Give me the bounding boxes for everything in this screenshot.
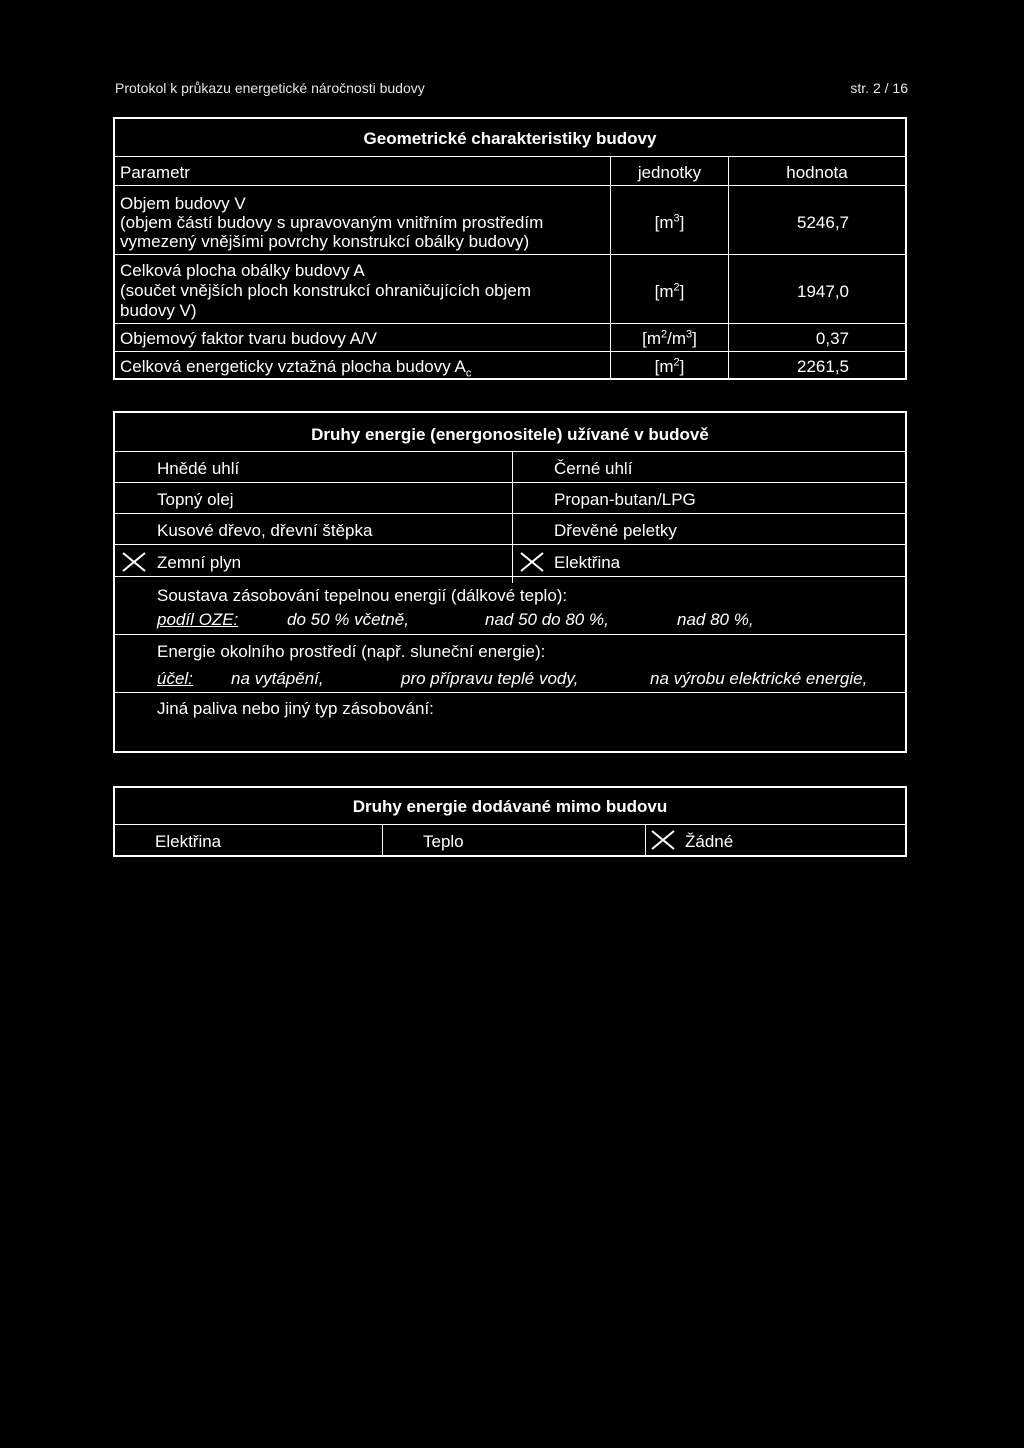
ambient-energy-option: na vytápění,	[231, 669, 324, 688]
energy-item-black-coal: Černé uhlí	[554, 459, 633, 478]
checkmark-x-icon	[121, 551, 147, 573]
column-divider	[512, 451, 513, 583]
divider	[115, 824, 905, 825]
divider	[115, 634, 905, 635]
row-label: vymezený vnějšími povrchy konstrukcí obálky budovy)	[120, 232, 530, 251]
ambient-energy-option: na výrobu elektrické energie,	[650, 669, 868, 688]
column-divider	[645, 824, 646, 855]
divider	[115, 351, 905, 352]
geometry-section	[113, 117, 907, 380]
energy-used-title: Druhy energie (energonositele) užívané v budově	[311, 425, 709, 444]
district-heating-option: do 50 % včetně,	[287, 610, 409, 629]
energy-item-brown-coal: Hnědé uhlí	[157, 459, 240, 478]
district-heating-option: nad 50 do 80 %,	[485, 610, 609, 629]
divider	[115, 482, 905, 483]
divider	[115, 254, 905, 255]
divider	[115, 323, 905, 324]
row-label: budovy V)	[120, 301, 197, 320]
divider	[115, 451, 905, 452]
row-label: (objem částí budovy s upravovaným vnitřním prostředím	[120, 213, 544, 232]
row-label: (součet vnějších ploch konstrukcí ohraničujících objem	[120, 281, 532, 300]
supplied-item-heat: Teplo	[423, 832, 464, 851]
page-number: str. 2 / 16	[850, 80, 908, 96]
divider	[115, 156, 905, 157]
energy-item-pellets: Dřevěné peletky	[554, 521, 677, 540]
other-fuel-label: Jiná paliva nebo jiný typ zásobování:	[157, 699, 434, 718]
energy-supplied-section	[113, 786, 907, 857]
geometry-title: Geometrické charakteristiky budovy	[363, 129, 657, 148]
ambient-energy-option: pro přípravu teplé vody,	[401, 669, 579, 688]
row-label: Celková plocha obálky budovy A	[120, 261, 365, 280]
row-label: Celková energeticky vztažná plocha budovy $A_c$	[120, 357, 472, 380]
district-heating-share-label: podíl OZE:	[157, 610, 239, 629]
row-unit: $[m^2/m^3]$	[642, 328, 697, 348]
divider	[115, 692, 905, 693]
divider	[115, 185, 905, 186]
row-label: Objem budovy V	[120, 194, 246, 213]
supplied-item-electricity: Elektřina	[155, 832, 222, 851]
row-value: 2261,5	[797, 357, 849, 376]
divider	[115, 544, 905, 545]
divider	[115, 513, 905, 514]
energy-supplied-title: Druhy energie dodávané mimo budovu	[352, 797, 668, 816]
district-heating-label: Soustava zásobování tepelnou energií (dálkové teplo):	[157, 586, 568, 605]
column-header-param: Parametr	[120, 163, 190, 182]
checkmark-x-icon	[650, 829, 676, 851]
district-heating-option: nad 80 %,	[677, 610, 754, 629]
row-unit: $[m^3]$	[654, 212, 685, 232]
row-unit: $[m^2]$	[654, 356, 685, 376]
supplied-item-none: Žádné	[685, 832, 734, 851]
energy-item-fuel-oil: Topný olej	[157, 490, 234, 509]
row-unit: $[m^2]$	[654, 281, 685, 301]
row-value: 0,37	[815, 329, 849, 348]
page-header-title: Protokol k průkazu energetické náročnosti budovy	[115, 80, 425, 96]
column-header-value: hodnota	[786, 163, 848, 182]
energy-item-natural-gas: Zemní plyn	[157, 553, 242, 572]
energy-item-electricity: Elektřina	[554, 553, 621, 572]
ambient-energy-label: Energie okolního prostředí (např. sluneční energie):	[157, 642, 546, 661]
row-label: Objemový faktor tvaru budovy A/V	[120, 329, 378, 348]
ambient-energy-purpose-label: účel:	[157, 669, 193, 688]
energy-item-wood: Kusové dřevo, dřevní štěpka	[157, 521, 373, 540]
divider	[115, 576, 905, 577]
row-value: 5246,7	[797, 213, 849, 232]
checkmark-x-icon	[519, 551, 545, 573]
column-divider	[382, 824, 383, 855]
energy-used-section	[113, 411, 907, 753]
energy-item-lpg: Propan-butan/LPG	[554, 490, 696, 509]
row-value: 1947,0	[797, 282, 849, 301]
column-header-unit: jednotky	[637, 163, 702, 182]
